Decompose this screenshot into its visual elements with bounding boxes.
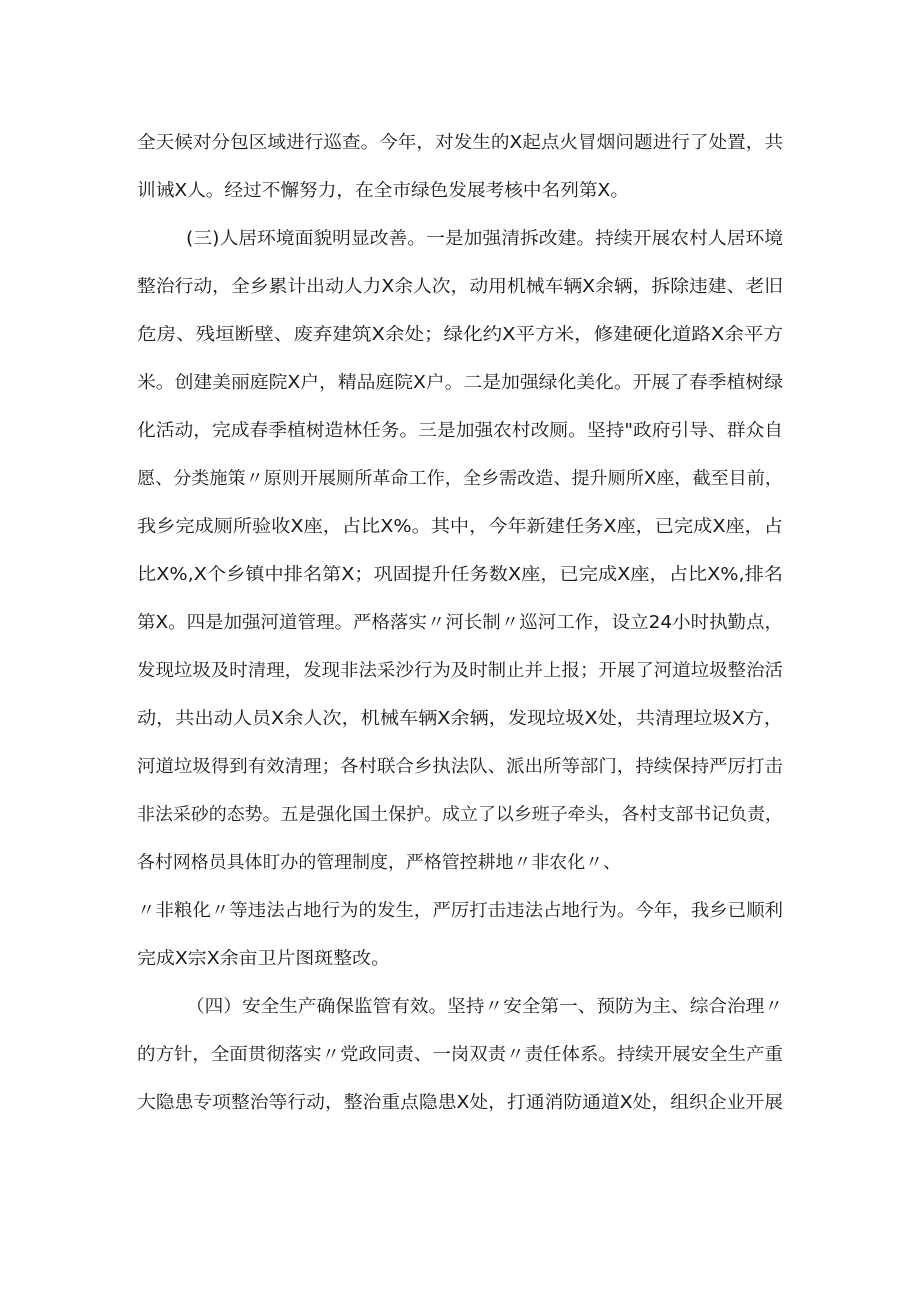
text-line: 训诫X人。经过不懈努力，在全市绿色发展考核中名列第X。	[137, 181, 629, 201]
text-line: 全天候对分包区域进行巡查。今年，对发生的X起点火冒烟问题进行了处置，共	[137, 133, 784, 153]
text-line: 河道垃圾得到有效清理；各村联合乡执法队、派出所等部门，持续保持严厉打击	[137, 757, 783, 777]
text-line: 的方针，全面贯彻落实〃党政同责、一岗双责〃责任体系。持续开展安全生产重	[137, 1045, 783, 1065]
text-line: 第X。四是加强河道管理。严格落实〃河长制〃巡河工作，设立24小时执勤点，	[137, 613, 783, 633]
text-line: 米。创建美丽庭院X户，精品庭院X户。二是加强绿化美化。开展了春季植树绿	[137, 373, 783, 393]
text-line: 我乡完成厕所验收X座，占比X%。其中，今年新建任务X座，已完成X座，占	[137, 517, 784, 537]
text-line: 大隐患专项整治等行动，整治重点隐患X处，打通消防通道X处，组织企业开展	[137, 1093, 783, 1113]
text-line: 动，共出动人员X余人次，机械车辆X余辆，发现垃圾X处，共清理垃圾X方，	[137, 709, 783, 729]
text-line: 危房、残垣断壁、废弃建筑X余处；绿化约X平方米，修建硬化道路X余平方	[137, 325, 783, 345]
text-line: 发现垃圾及时清理，发现非法采沙行为及时制止并上报；开展了河道垃圾整治活	[137, 661, 783, 681]
text-line: 完成X宗X余亩卫片图斑整改。	[137, 949, 390, 969]
text-line: 非法采砂的态势。五是强化国土保护。成立了以乡班子牵头，各村支部书记负责，	[137, 805, 783, 825]
text-line: 各村网格员具体盯办的管理制度，严格管控耕地〃非农化〃、	[137, 853, 621, 873]
text-line: 比X%,X个乡镇中排名第X；巩固提升任务数X座，已完成X座，占比X%,排名	[137, 565, 784, 585]
text-line: (三)人居环境面貌明显改善。一是加强清拆改建。持续开展农村人居环境	[186, 229, 783, 249]
text-line: 整治行动，全乡累计出动人力X余人次，动用机械车辆X余辆，拆除违建、老旧	[137, 277, 783, 297]
text-line: （四）安全生产确保监管有效。坚持〃安全第一、预防为主、综合治理〃	[186, 997, 783, 1017]
text-line: 愿、分类施策〃原则开展厕所革命工作，全乡需改造、提升厕所X座，截至目前，	[137, 469, 783, 489]
text-line: 〃非粮化〃等违法占地行为的发生，严厉打击违法占地行为。今年，我乡已顺利	[137, 901, 783, 921]
text-line: 化活动，完成春季植树造林任务。三是加强农村改厕。坚持"政府引导、群众自	[137, 421, 783, 441]
